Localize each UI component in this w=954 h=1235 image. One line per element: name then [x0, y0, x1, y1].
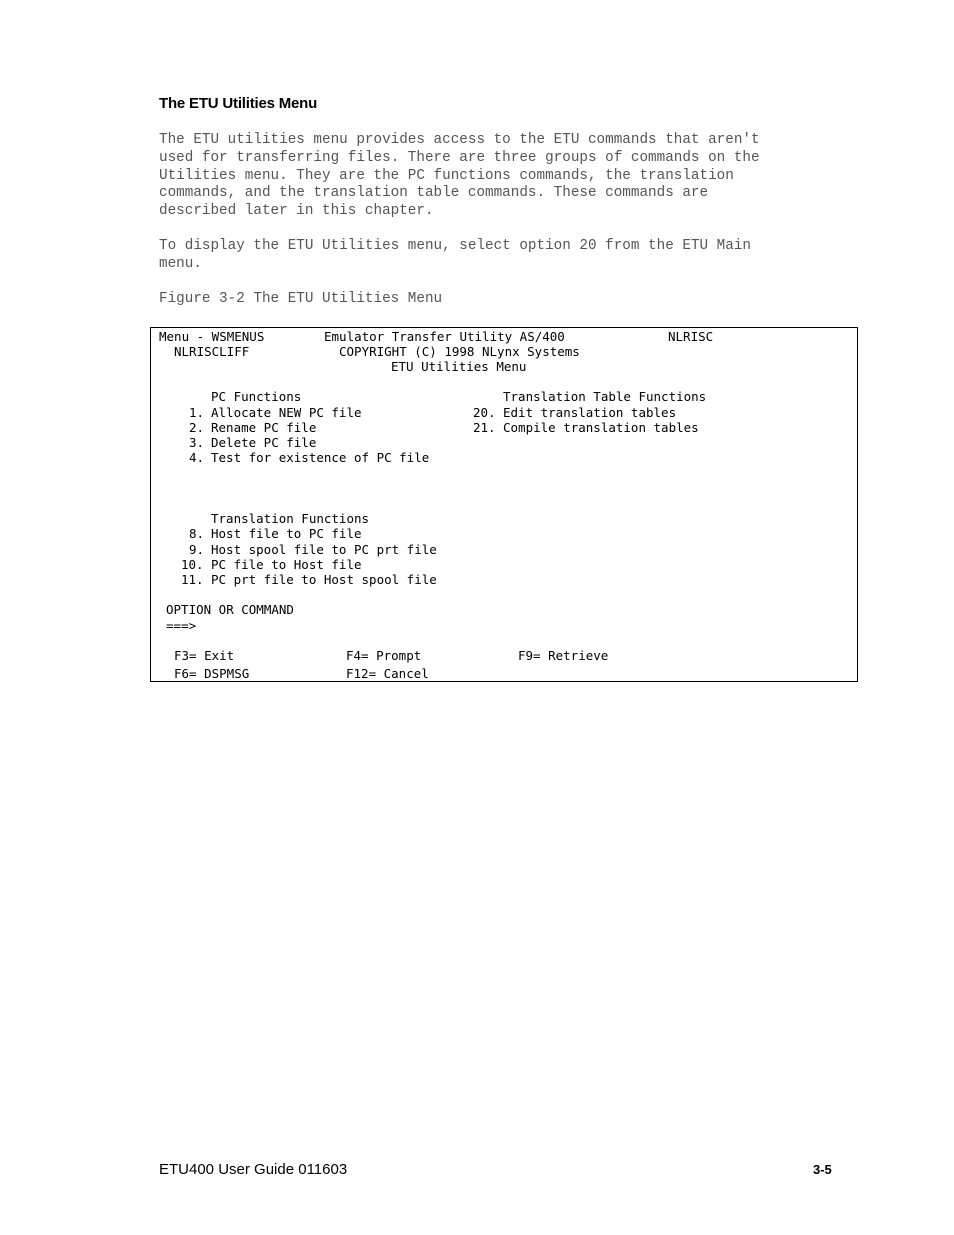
pc-functions-header: PC Functions: [211, 389, 302, 404]
command-label: OPTION OR COMMAND: [166, 602, 294, 617]
f4-prompt-key[interactable]: F4= Prompt: [346, 648, 422, 663]
copyright-notice: COPYRIGHT (C) 1998 NLynx Systems: [339, 344, 580, 359]
command-input[interactable]: [206, 618, 706, 633]
footer-document-title: ETU400 User Guide 011603: [159, 1161, 348, 1178]
option-number: 1.: [189, 405, 205, 420]
f12-cancel-key[interactable]: F12= Cancel: [346, 666, 429, 681]
option-label: Host spool file to PC prt file: [211, 542, 437, 557]
translation-functions-header: Translation Functions: [211, 511, 370, 526]
option-label: Compile translation tables: [503, 420, 699, 435]
option-number: 4.: [189, 450, 205, 465]
terminal-screen: [150, 327, 858, 682]
user-name: NLRISCLIFF: [174, 344, 250, 359]
section-heading: The ETU Utilities Menu: [159, 95, 318, 112]
system-name: NLRISC: [668, 329, 714, 344]
command-prompt: ===>: [166, 618, 197, 633]
option-label: Test for existence of PC file: [211, 450, 430, 465]
option-number: 9.: [189, 542, 205, 557]
product-title: Emulator Transfer Utility AS/400: [324, 329, 565, 344]
option-label: Delete PC file: [211, 435, 317, 450]
option-label: PC prt file to Host spool file: [211, 572, 437, 587]
option-number: 20.: [473, 405, 496, 420]
option-number: 10.: [181, 557, 204, 572]
option-label: Edit translation tables: [503, 405, 677, 420]
screen-title: ETU Utilities Menu: [391, 359, 527, 374]
option-label: PC file to Host file: [211, 557, 362, 572]
option-number: 21.: [473, 420, 496, 435]
option-label: Rename PC file: [211, 420, 317, 435]
menu-id: Menu - WSMENUS: [159, 329, 265, 344]
instruction-paragraph: To display the ETU Utilities menu, select option 20 from the ETU Main menu.: [159, 238, 751, 272]
option-label: Allocate NEW PC file: [211, 405, 362, 420]
translation-table-functions-header: Translation Table Functions: [503, 389, 707, 404]
option-number: 3.: [189, 435, 205, 450]
option-number: 11.: [181, 572, 204, 587]
f6-dspmsg-key[interactable]: F6= DSPMSG: [174, 666, 250, 681]
intro-paragraph: The ETU utilities menu provides access to the ETU commands that aren't used for transferring files. There are three groups of commands on the Utilities menu. They are the PC functions commands, the translation commands, and the translation table commands. These commands are described later in this chapter.: [159, 132, 760, 220]
figure-caption: Figure 3-2 The ETU Utilities Menu: [159, 291, 443, 307]
option-number: 8.: [189, 526, 205, 541]
option-label: Host file to PC file: [211, 526, 362, 541]
f3-exit-key[interactable]: F3= Exit: [174, 648, 235, 663]
page-number: 3-5: [813, 1162, 832, 1177]
option-number: 2.: [189, 420, 205, 435]
f9-retrieve-key[interactable]: F9= Retrieve: [518, 648, 609, 663]
